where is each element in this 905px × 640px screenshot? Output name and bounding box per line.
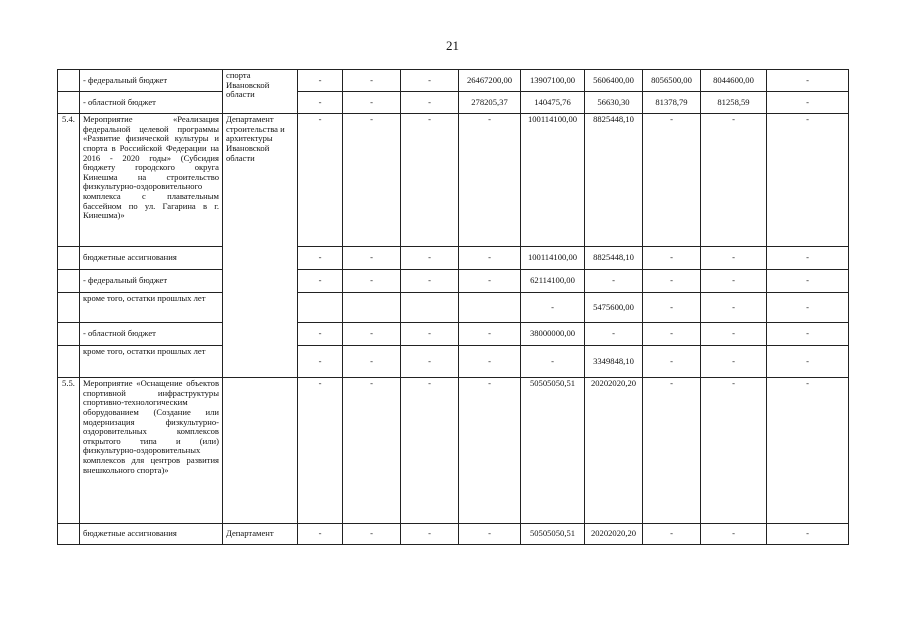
row-value: - — [767, 378, 849, 524]
row-value: - — [298, 378, 343, 524]
row-number — [58, 293, 80, 323]
row-value: - — [459, 270, 521, 293]
row-value: - — [298, 247, 343, 270]
row-value: - — [701, 378, 767, 524]
row-number — [58, 524, 80, 545]
row-value: 26467200,00 — [459, 70, 521, 92]
row-value — [459, 293, 521, 323]
row-value: - — [767, 293, 849, 323]
row-number — [58, 70, 80, 92]
row-name: - федеральный бюджет — [80, 270, 223, 293]
row-value: - — [701, 293, 767, 323]
row-value: - — [343, 270, 401, 293]
row-value: - — [401, 346, 459, 378]
row-value: - — [459, 378, 521, 524]
row-name: кроме того, остатки прошлых лет — [80, 346, 223, 378]
row-value: - — [701, 247, 767, 270]
row-value: 278205,37 — [459, 92, 521, 114]
row-value: - — [401, 323, 459, 346]
row-value: - — [767, 114, 849, 247]
row-value: - — [298, 114, 343, 247]
row-value: - — [521, 293, 585, 323]
row-executor: Департамент строительства и архитектуры Ивановской области — [223, 114, 298, 378]
row-value: - — [767, 92, 849, 114]
row-value: - — [767, 247, 849, 270]
row-value: 81378,79 — [643, 92, 701, 114]
row-value: - — [401, 270, 459, 293]
row-value: - — [701, 346, 767, 378]
row-value: - — [401, 70, 459, 92]
row-number: 5.4. — [58, 114, 80, 247]
row-value: - — [343, 524, 401, 545]
row-name: - областной бюджет — [80, 92, 223, 114]
row-name: Мероприятие «Оснащение объектов спортивной инфраструктуры спортивно-технологическим оборудованием (Создание или модернизация физкультурно-оздоровительных комплексов открытого типа и (или) физкультурно-оздоровительных комплексов для центров развития внешкольного спорта)» — [80, 378, 223, 524]
row-value: 50505050,51 — [521, 524, 585, 545]
table-row — [58, 346, 849, 378]
row-value: 5606400,00 — [585, 70, 643, 92]
table-row — [58, 293, 849, 323]
row-value: 100114100,00 — [521, 247, 585, 270]
row-value: - — [459, 524, 521, 545]
row-value: - — [585, 323, 643, 346]
row-value: - — [298, 270, 343, 293]
row-value: - — [298, 346, 343, 378]
row-value: - — [459, 247, 521, 270]
row-value: - — [401, 92, 459, 114]
table-row — [58, 524, 849, 545]
row-value: - — [298, 70, 343, 92]
page-number: 21 — [446, 38, 459, 53]
row-value: - — [767, 323, 849, 346]
row-value: - — [767, 524, 849, 545]
table-row — [58, 270, 849, 293]
row-value: - — [521, 346, 585, 378]
row-value: 13907100,00 — [521, 70, 585, 92]
row-value: - — [298, 92, 343, 114]
row-value: - — [459, 346, 521, 378]
row-value: - — [701, 524, 767, 545]
row-executor: спорта Ивановской области — [223, 70, 298, 114]
row-value: - — [343, 378, 401, 524]
row-value: 5475600,00 — [585, 293, 643, 323]
budget-table — [57, 69, 849, 545]
row-value: - — [767, 346, 849, 378]
row-value: - — [343, 323, 401, 346]
table-row — [58, 92, 849, 114]
row-value: - — [643, 378, 701, 524]
row-value — [298, 293, 343, 323]
row-value: 20202020,20 — [585, 378, 643, 524]
row-value: - — [298, 323, 343, 346]
row-value: - — [701, 114, 767, 247]
table-row — [58, 378, 849, 524]
row-name: бюджетные ассигнования — [80, 247, 223, 270]
row-value: - — [643, 524, 701, 545]
row-value: - — [401, 114, 459, 247]
row-value: 8825448,10 — [585, 247, 643, 270]
row-value: 81258,59 — [701, 92, 767, 114]
row-value: 100114100,00 — [521, 114, 585, 247]
row-name: - областной бюджет — [80, 323, 223, 346]
row-value: - — [459, 114, 521, 247]
row-value: - — [643, 114, 701, 247]
row-number — [58, 92, 80, 114]
row-name: кроме того, остатки прошлых лет — [80, 293, 223, 323]
row-executor — [223, 378, 298, 524]
row-number: 5.5. — [58, 378, 80, 524]
row-name: - федеральный бюджет — [80, 70, 223, 92]
row-value: 8825448,10 — [585, 114, 643, 247]
row-value — [343, 293, 401, 323]
row-value: - — [343, 114, 401, 247]
row-value: - — [343, 346, 401, 378]
table-row — [58, 247, 849, 270]
row-value: - — [401, 247, 459, 270]
table-row — [58, 323, 849, 346]
row-value: - — [401, 378, 459, 524]
row-value: 50505050,51 — [521, 378, 585, 524]
row-value: - — [343, 247, 401, 270]
row-value: - — [459, 323, 521, 346]
row-value: - — [343, 70, 401, 92]
row-value: 56630,30 — [585, 92, 643, 114]
row-value: - — [343, 92, 401, 114]
row-executor: Департамент — [223, 524, 298, 545]
row-value: 3349848,10 — [585, 346, 643, 378]
row-value: - — [585, 270, 643, 293]
row-value: - — [767, 270, 849, 293]
row-value: - — [643, 270, 701, 293]
row-value: - — [701, 270, 767, 293]
row-number — [58, 270, 80, 293]
row-value: - — [643, 293, 701, 323]
row-value: 140475,76 — [521, 92, 585, 114]
row-name: бюджетные ассигнования — [80, 524, 223, 545]
row-value: - — [701, 323, 767, 346]
row-value: 38000000,00 — [521, 323, 585, 346]
row-value: 20202020,20 — [585, 524, 643, 545]
row-value — [401, 293, 459, 323]
row-value: - — [401, 524, 459, 545]
row-value: 62114100,00 — [521, 270, 585, 293]
row-value: 8044600,00 — [701, 70, 767, 92]
row-value: 8056500,00 — [643, 70, 701, 92]
row-value: - — [643, 247, 701, 270]
row-value: - — [643, 346, 701, 378]
row-value: - — [767, 70, 849, 92]
row-number — [58, 323, 80, 346]
table-row — [58, 70, 849, 92]
row-value: - — [298, 524, 343, 545]
row-value: - — [643, 323, 701, 346]
table-row — [58, 114, 849, 247]
row-number — [58, 247, 80, 270]
row-number — [58, 346, 80, 378]
row-name: Мероприятие «Реализация федеральной целевой программы «Развитие физической культуры и спорта в Российской Федерации на 2016 - 2020 годы» (Субсидия бюджету городского округа Кинешма на строительство физкультурно-оздоровительного комплекса с плавательным бассейном по ул. Гагарина в г. Кинешма)» — [80, 114, 223, 247]
